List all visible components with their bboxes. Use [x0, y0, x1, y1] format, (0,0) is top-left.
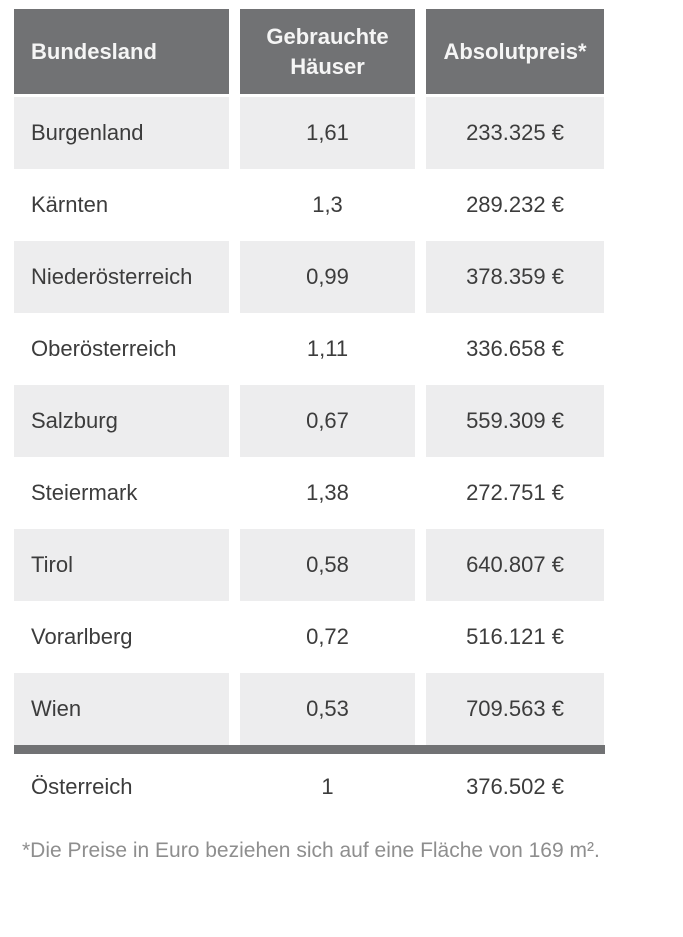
column-header-absolutpreis: Absolutpreis*	[426, 9, 604, 94]
cell-gebrauchte-haeuser: 0,53	[240, 673, 415, 745]
cell-absolutpreis: 378.359 €	[426, 241, 604, 313]
cell-bundesland: Niederösterreich	[14, 241, 229, 313]
cell-bundesland: Burgenland	[14, 97, 229, 169]
table-row-oberoesterreich	[14, 313, 605, 385]
cell-absolutpreis: 559.309 €	[426, 385, 604, 457]
cell-absolutpreis: 233.325 €	[426, 97, 604, 169]
cell-bundesland: Österreich	[14, 754, 229, 820]
cell-gebrauchte-haeuser: 1,38	[240, 457, 415, 529]
cell-bundesland: Salzburg	[14, 385, 229, 457]
cell-gebrauchte-haeuser: 0,99	[240, 241, 415, 313]
cell-gebrauchte-haeuser: 1,3	[240, 169, 415, 241]
table-row-wien	[14, 673, 605, 745]
cell-gebrauchte-haeuser: 0,72	[240, 601, 415, 673]
table-row-oesterreich-total	[14, 754, 605, 820]
table-row-burgenland	[14, 97, 605, 169]
summary-divider-bar	[14, 745, 605, 754]
cell-bundesland: Vorarlberg	[14, 601, 229, 673]
price-footnote: *Die Preise in Euro beziehen sich auf eine Fläche von 169 m².	[22, 839, 600, 862]
cell-absolutpreis: 272.751 €	[426, 457, 604, 529]
cell-bundesland: Oberösterreich	[14, 313, 229, 385]
cell-bundesland: Tirol	[14, 529, 229, 601]
table-row-niederoesterreich	[14, 241, 605, 313]
cell-gebrauchte-haeuser: 1	[240, 754, 415, 820]
column-header-gebrauchte-haeuser: Gebrauchte Häuser	[240, 9, 415, 94]
bundesland-price-table	[14, 9, 605, 863]
cell-gebrauchte-haeuser: 0,58	[240, 529, 415, 601]
cell-bundesland: Kärnten	[14, 169, 229, 241]
table-row-tirol	[14, 529, 605, 601]
cell-absolutpreis: 640.807 €	[426, 529, 604, 601]
cell-absolutpreis: 336.658 €	[426, 313, 604, 385]
cell-gebrauchte-haeuser: 1,11	[240, 313, 415, 385]
cell-absolutpreis: 376.502 €	[426, 754, 604, 820]
table-row-kaernten	[14, 169, 605, 241]
cell-absolutpreis: 516.121 €	[426, 601, 604, 673]
table-row-steiermark	[14, 457, 605, 529]
cell-absolutpreis: 289.232 €	[426, 169, 604, 241]
cell-bundesland: Steiermark	[14, 457, 229, 529]
cell-gebrauchte-haeuser: 0,67	[240, 385, 415, 457]
column-header-bundesland: Bundesland	[14, 9, 229, 94]
cell-absolutpreis: 709.563 €	[426, 673, 604, 745]
table-row-vorarlberg	[14, 601, 605, 673]
cell-bundesland: Wien	[14, 673, 229, 745]
table-row-salzburg	[14, 385, 605, 457]
cell-gebrauchte-haeuser: 1,61	[240, 97, 415, 169]
table-header-row	[14, 9, 605, 94]
